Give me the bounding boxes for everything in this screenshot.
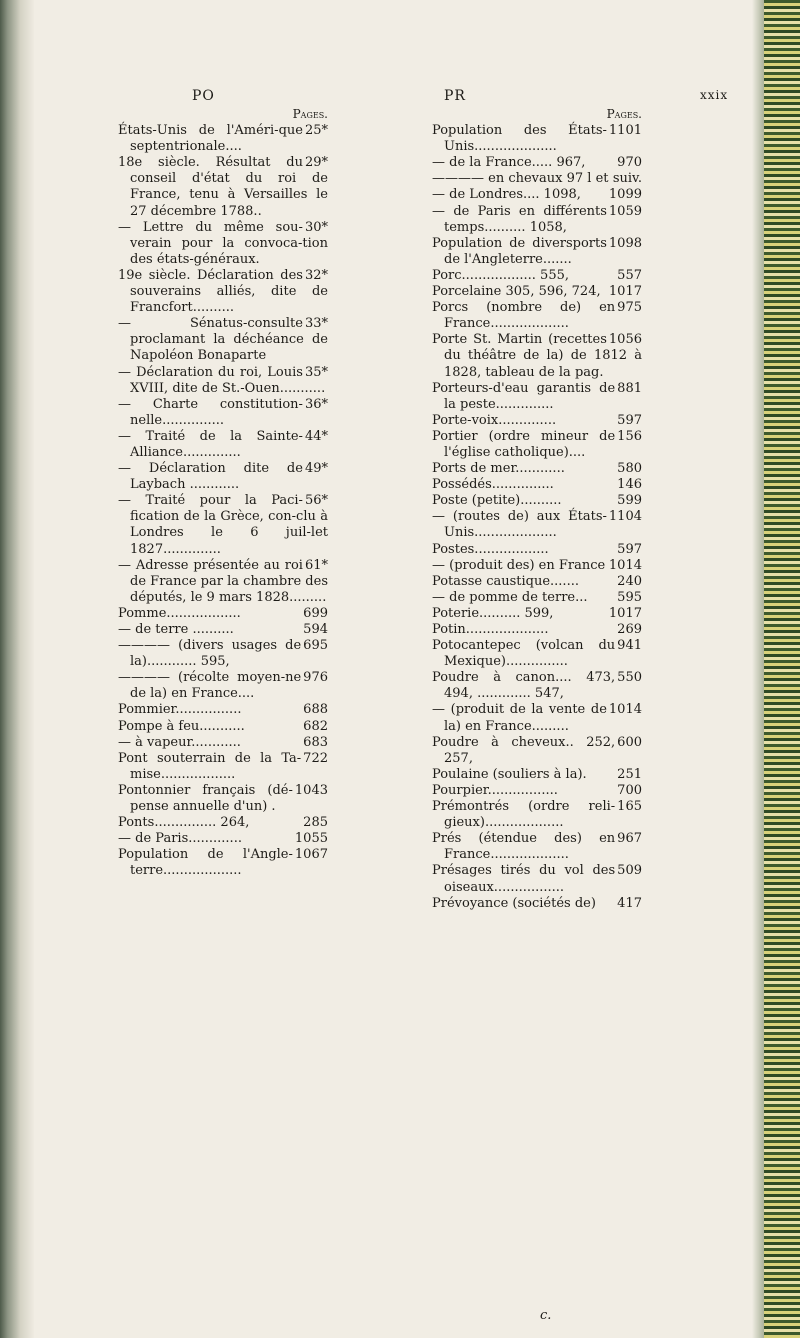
pages-label: Pages. [606,107,642,121]
entry-text: Population de l'Angle-terre................... [118,847,293,879]
entry-text: Porte-voix.............. [432,412,557,428]
entry-text: Potocantepec (volcan du Mexique)............... [432,638,616,670]
entry-text: Pomme.................. [118,605,241,621]
entry-page-ref: 722 [303,750,328,766]
index-entry [432,735,642,767]
entry-page-ref: 1055 [294,831,328,847]
index-entry [118,622,328,638]
entry-page-ref: 594 [303,622,328,637]
entry-text: — Déclaration du roi, Louis XVIII, dite de St.-Ouen........... [118,364,326,396]
entry-page-ref: 29* [304,155,328,171]
entry-page-ref: 509 [617,863,642,879]
index-entry [432,831,642,863]
page-number: xxix [700,88,729,102]
index-entry [432,702,642,734]
index-entry [432,542,642,558]
entry-page-ref: 165 [617,799,642,815]
index-entry [432,332,642,380]
entry-page-ref: 695 [303,638,328,654]
entry-page-ref: 251 [617,766,642,782]
index-entry [118,831,328,847]
entry-page-ref: suiv. [612,171,642,187]
index-entry [118,268,328,316]
entry-text: — Sénatus-consulte proclamant la déchéance de Napoléon Bonaparte [118,316,328,364]
left-index-column [118,106,328,880]
entry-text: — (produit de la vente de la) en France......... [432,702,607,734]
entry-text: Potin.................... [432,622,549,637]
entry-text: — de terre .......... [118,622,234,637]
index-entry [118,815,328,831]
entry-text: Population de diversports de l'Angleterre....... [432,235,607,267]
index-entry [432,574,642,590]
entry-text: Porcelaine 305, 596, 724, [432,284,601,300]
entry-text: — Lettre du même sou-verain pour la convoca-tion des états-généraux. [118,219,328,267]
entry-text: Poterie.......... 599, [432,605,554,621]
entry-text: Population des États-Unis.................... [432,123,607,155]
index-entry [118,461,328,493]
entry-page-ref: 967 [617,831,642,847]
index-entry [118,719,328,735]
index-entry [118,606,328,622]
entry-text: Poudre à canon.... 473, 494, ............. 547, [432,670,616,702]
entry-text: Pommier................ [118,702,242,718]
entry-page-ref: 156 [617,428,642,444]
index-entry [432,477,642,493]
index-entry [118,429,328,461]
entry-text: États-Unis de l'Améri-que septentrionale.... [118,123,303,155]
index-entry [118,702,328,718]
entry-page-ref: 49* [304,461,328,477]
entry-page-ref: 683 [303,734,328,750]
index-entry [432,670,642,702]
entry-text: Porcs (nombre de) en France................... [432,300,616,332]
entry-page-ref: 240 [617,573,642,589]
entry-page-ref: 1067 [294,847,328,863]
index-entry [118,397,328,429]
index-entry [432,236,642,268]
index-entry [432,863,642,895]
entry-page-ref: 699 [303,605,328,621]
entry-page-ref: 30* [304,219,328,235]
entry-text: Pompe à feu........... [118,718,245,734]
entry-text: Postes.................. [432,541,549,557]
entry-page-ref: 285 [303,815,328,831]
entry-text: ———— (divers usages de la)............ 595, [118,638,302,670]
entry-text: Prés (étendue des) en France................... [432,831,616,863]
index-entry [118,847,328,879]
index-entry [432,799,642,831]
entry-page-ref: 941 [617,638,642,654]
entry-text: — Charte constitution-nelle............... [118,396,303,428]
entry-text: Pont souterrain de la Ta-mise.................. [118,750,302,782]
entry-text: 19e siècle. Déclaration des souverains alliés, dite de Francfort.......... [118,267,328,316]
entry-text: Pontonnier français (dé-pense annuelle d'un) . [118,782,293,815]
entry-text: Porc.................. 555, [432,267,570,283]
entry-text: — à vapeur............ [118,734,241,750]
entry-page-ref: 970 [617,155,642,171]
entry-text: — Traité de la Sainte-Alliance.............. [118,428,303,460]
page-left-edge [0,0,34,1338]
index-entry [432,638,642,670]
entry-page-ref: 580 [617,461,642,477]
entry-page-ref: 688 [303,702,328,718]
entry-page-ref: 44* [304,428,328,444]
entry-text: Ports de mer............ [432,461,565,477]
index-entry [432,187,642,203]
entry-text: — de Paris en différents temps.......... 1058, [432,203,607,235]
entry-page-ref: 35* [304,364,328,380]
entry-page-ref: 597 [617,541,642,557]
index-entry [432,767,642,783]
entry-text: Poste (petite).......... [432,493,562,509]
index-entry [432,558,642,574]
entry-text: Poudre à cheveux.. 252, 257, [432,734,616,766]
entry-page-ref: 1099 [608,187,642,203]
index-entry [432,606,642,622]
entry-text: Portier (ordre mineur de l'église catholique).... [432,428,616,460]
entry-page-ref: 1043 [294,782,328,798]
entry-page-ref: 417 [617,895,642,911]
index-entry [432,171,642,187]
index-entry [118,493,328,557]
pages-label: Pages. [292,107,328,121]
index-entry [118,735,328,751]
running-head-center: PR [444,88,466,104]
entry-text: — Traité pour la Paci-fication de la Grèce, con-clu à Londres le 6 juil-let 1827.............. [118,493,328,557]
index-entry [432,300,642,332]
entry-text: — de Paris............. [118,831,242,847]
signature-mark: c. [540,1308,552,1323]
entry-page-ref: 881 [617,380,642,396]
index-entry [432,429,642,461]
index-entry [432,590,642,606]
entry-page-ref: 269 [617,622,642,637]
index-entry [118,638,328,670]
entry-text: Potasse caustique....... [432,573,579,589]
entry-text: — de pomme de terre... [432,589,588,605]
index-entry [432,284,642,300]
entry-page-ref: 557 [617,267,642,283]
entry-text: Prémontrés (ordre reli-gieux)................... [432,799,616,831]
index-entry [118,365,328,397]
index-entry [118,123,328,155]
index-entry [432,896,642,912]
entry-text: ———— en chevaux 97 l et [432,171,609,187]
index-entry [118,751,328,783]
index-entry [432,493,642,509]
entry-page-ref: 61* [304,557,328,573]
index-entry [432,509,642,541]
entry-page-ref: 1098 [608,235,642,251]
index-entry [432,461,642,477]
entry-text: 18e siècle. Résultat du conseil d'état du roi de France, tenu à Versailles le 27 décembre 1788.. [118,155,328,219]
entry-text: Pourpier................. [432,782,558,798]
index-entry [432,123,642,155]
entry-text: Prévoyance (sociétés de) [432,895,596,911]
entry-page-ref: 1014 [608,702,642,718]
index-entry [432,622,642,638]
entry-page-ref: 976 [303,670,328,686]
index-entry [432,783,642,799]
entry-page-ref: 25* [304,123,328,139]
entry-page-ref: 1017 [608,284,642,300]
index-entry [432,204,642,236]
index-entry [118,220,328,268]
entry-page-ref: 1014 [608,557,642,573]
entry-text: Ponts............... 264, [118,815,250,831]
book-spine-edge [764,0,800,1338]
entry-page-ref: 1017 [608,605,642,621]
index-entry [118,558,328,606]
entry-page-ref: 1059 [608,203,642,219]
entry-text: — (routes de) aux États-Unis.................... [432,509,607,541]
entry-text: — (produit des) en France [432,557,606,573]
index-entry [118,783,328,815]
index-entry [118,670,328,702]
entry-page-ref: 36* [304,396,328,412]
entry-page-ref: 682 [303,718,328,734]
right-index-column [432,106,642,912]
index-entry [432,381,642,413]
entry-page-ref: 599 [617,493,642,509]
index-entry [432,268,642,284]
entry-page-ref: 1056 [608,332,642,348]
entry-text: — de la France..... 967, [432,155,586,171]
entry-page-ref: 595 [617,589,642,605]
index-entry [118,155,328,219]
entry-page-ref: 32* [304,267,328,283]
index-entry [118,316,328,364]
entry-page-ref: 550 [617,670,642,686]
entry-text: Poulaine (souliers à la). [432,766,587,782]
entry-text: ———— (récolte moyen-ne de la) en France.... [118,670,302,702]
entry-page-ref: 700 [617,782,642,798]
entry-page-ref: 146 [617,477,642,493]
index-entry [432,413,642,429]
entry-text: Porteurs-d'eau garantis de la peste.............. [432,380,616,412]
entry-text: Possédés............... [432,477,554,493]
entry-page-ref: 56* [304,493,328,509]
index-entry [432,155,642,171]
entry-text: — de Londres.... 1098, [432,187,581,203]
entry-page-ref: 975 [617,300,642,316]
entry-page-ref: 33* [304,316,328,332]
entry-text: — Déclaration dite de Laybach ............ [118,461,303,493]
running-head-left: PO [192,88,215,104]
entry-text: — Adresse présentée au roi de France par la chambre des députés, le 9 mars 1828......... [118,557,328,605]
entry-page-ref: 597 [617,412,642,428]
entry-page-ref: 600 [617,734,642,750]
entry-text: Porte St. Martin (recettes du théâtre de la) de 1812 à 1828, tableau de la pag. [432,332,642,380]
entry-text: Présages tirés du vol des oiseaux................. [432,863,616,895]
entry-page-ref: 1101 [608,123,642,139]
entry-page-ref: 1104 [608,509,642,525]
